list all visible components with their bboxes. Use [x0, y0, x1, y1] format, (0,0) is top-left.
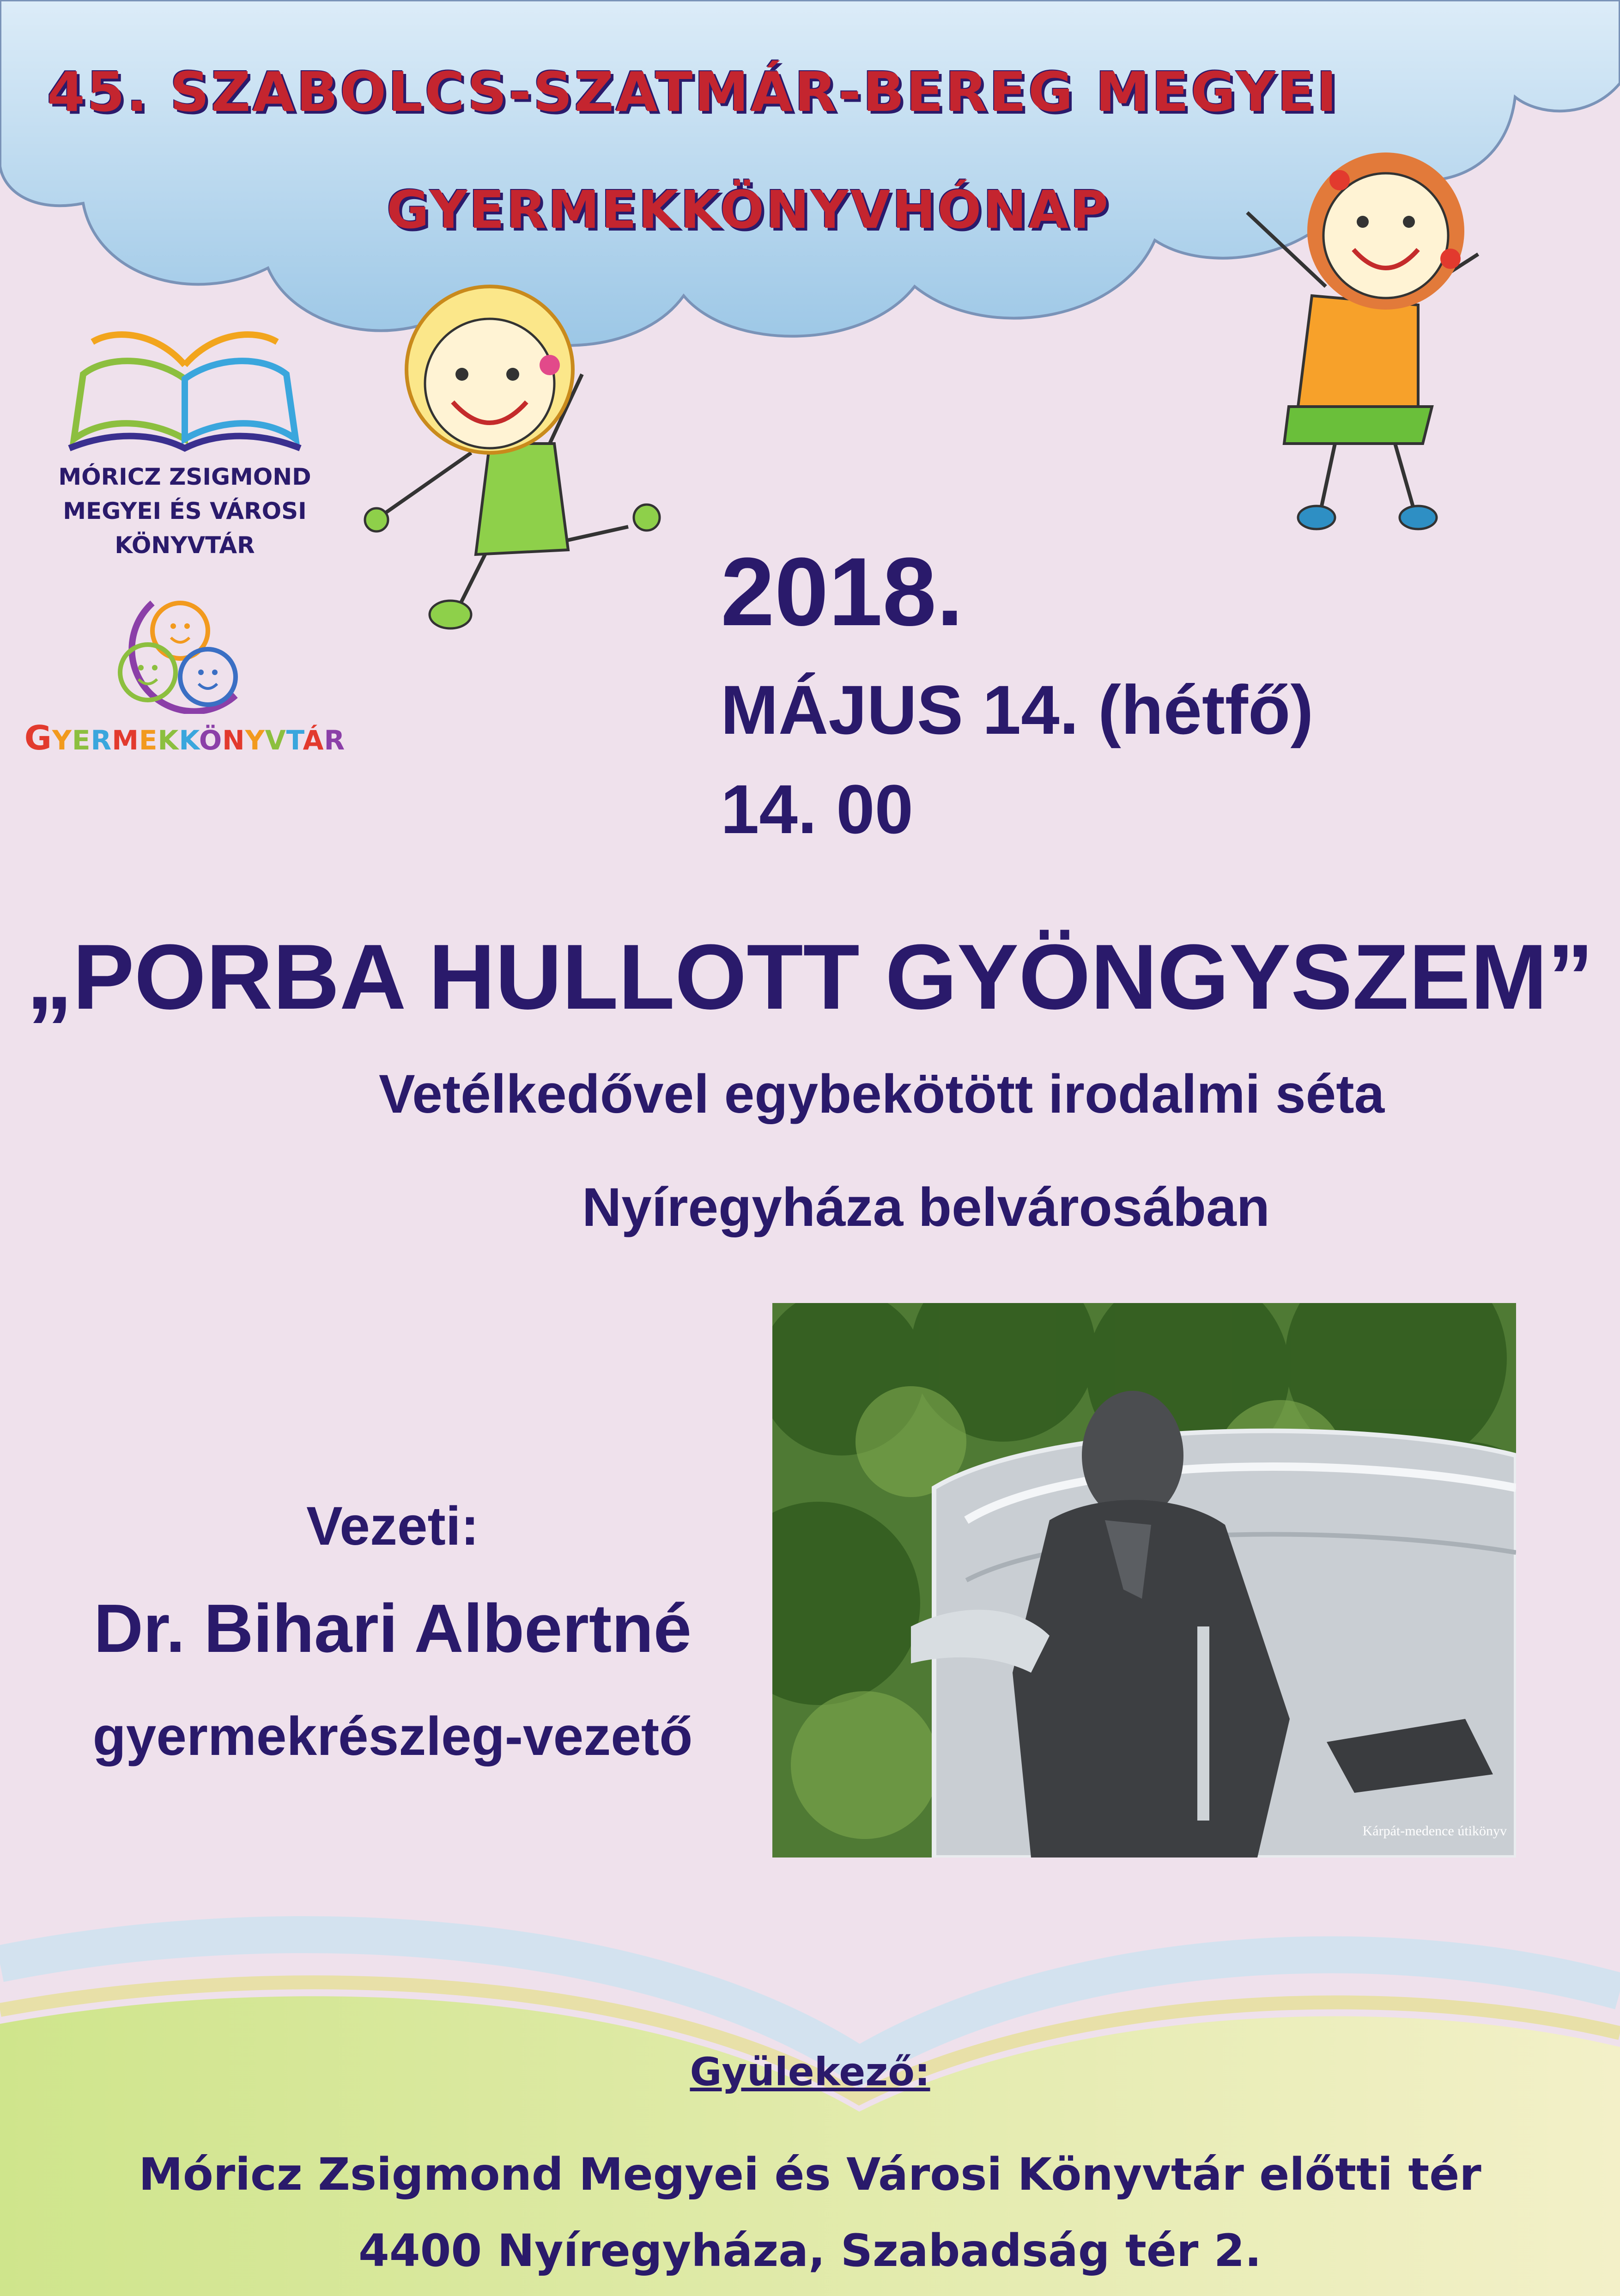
statue-photo-image	[772, 1303, 1516, 1858]
wordmark-letter: G	[24, 719, 52, 757]
wordmark-letter: Á	[303, 725, 324, 756]
wordmark-letter: Ö	[199, 725, 223, 756]
library-logo-line: MEGYEI ÉS VÁROSI	[63, 498, 307, 524]
title-line-1: 45. SZABOLCS-SZATMÁR-BEREG MEGYEI	[47, 60, 1339, 124]
leader-name: Dr. Bihari Albertné	[94, 1590, 692, 1667]
event-day: MÁJUS 14. (hétfő)	[721, 671, 1314, 749]
library-logo-line: KÖNYVTÁR	[115, 532, 255, 559]
library-logo-name	[55, 460, 314, 562]
wordmark-letter: Y	[52, 725, 72, 756]
leader-label: Vezeti:	[306, 1496, 479, 1557]
wordmark-letter: N	[222, 725, 245, 756]
photo-caption: Kárpát-medence útikönyv	[1362, 1823, 1507, 1839]
gathering-place: Móricz Zsigmond Megyei és Városi Könyvtár előtti tér	[139, 2149, 1481, 2200]
wordmark-letter: K	[179, 725, 199, 756]
event-subtitle-1: Vetélkedővel egybekötött irodalmi séta	[379, 1064, 1385, 1125]
wordmark-letter: K	[158, 725, 179, 756]
event-year: 2018.	[721, 537, 964, 646]
wordmark-letter: V	[265, 725, 286, 756]
event-time: 14. 00	[721, 770, 914, 848]
jumping-girl-illustration	[351, 250, 702, 656]
wordmark-letter: E	[139, 725, 158, 756]
leader-role: gyermekrészleg-vezető	[92, 1706, 693, 1767]
children-faces-logo-icon	[97, 585, 263, 714]
library-logo-line: MÓRICZ ZSIGMOND	[58, 463, 311, 490]
event-subtitle-2: Nyíregyháza belvárosában	[582, 1177, 1270, 1238]
wordmark-letter: Y	[245, 725, 265, 756]
wordmark-letter: M	[112, 725, 139, 756]
event-title: „PORBA HULLOTT GYÖNGYSZEM”	[26, 926, 1594, 1029]
statue-photo	[772, 1303, 1516, 1858]
wordmark-letter: R	[324, 725, 346, 756]
open-book-logo-icon	[65, 323, 305, 453]
wordmark-letter: E	[72, 725, 91, 756]
gathering-address: 4400 Nyíregyháza, Szabadság tér 2.	[358, 2225, 1262, 2277]
title-line-2: GYERMEKKÖNYVHÓNAP	[387, 180, 1110, 240]
children-library-wordmark	[23, 719, 346, 757]
gathering-label: Gyülekező:	[690, 2049, 930, 2095]
wordmark-letter: R	[91, 725, 112, 756]
wordmark-letter: T	[286, 725, 303, 756]
